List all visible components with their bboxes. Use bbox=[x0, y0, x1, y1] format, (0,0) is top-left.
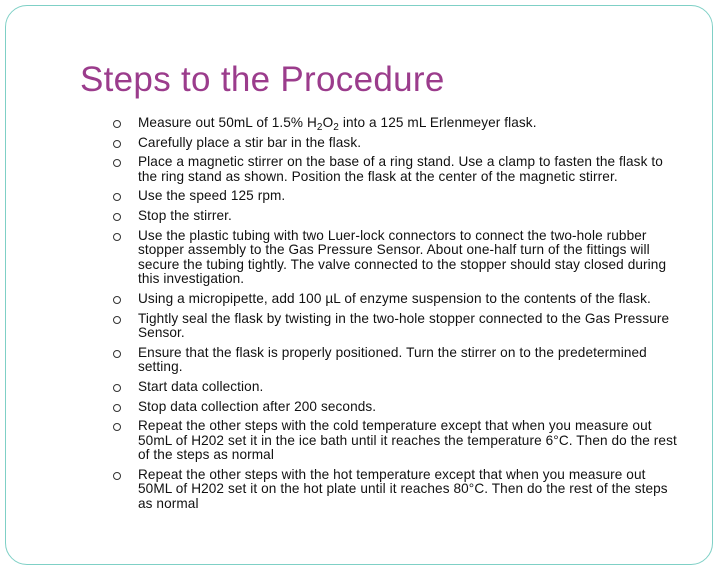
step-9 bbox=[113, 346, 678, 375]
circle-bullet-icon bbox=[113, 296, 121, 304]
circle-bullet-icon bbox=[113, 404, 121, 412]
circle-bullet-icon bbox=[113, 159, 121, 167]
slide-title: Steps to the Procedure bbox=[80, 60, 445, 99]
step-2 bbox=[113, 136, 678, 151]
step-8 bbox=[113, 312, 678, 341]
step-12-text: Repeat the other steps with the cold temperature except that when you measure out 50mL of H202 set it in the ice bath until it reaches the temperature 6°C. Then do the rest of the steps as normal bbox=[138, 418, 677, 463]
step-4-text: Use the speed 125 rpm. bbox=[138, 188, 286, 204]
step-1-sub-2: 2 bbox=[333, 122, 339, 133]
circle-bullet-icon bbox=[113, 140, 121, 148]
step-1-text-a: Measure out 50mL of 1.5% H bbox=[138, 115, 317, 130]
circle-bullet-icon bbox=[113, 472, 121, 480]
circle-bullet-icon bbox=[113, 193, 121, 201]
step-10-text: Start data collection. bbox=[138, 378, 264, 394]
circle-bullet-icon bbox=[113, 316, 121, 324]
step-3-text: Place a magnetic stirrer on the base of a ring stand. Use a clamp to fasten the flask to the ring stand as shown. Position the flask at the center of the magnetic stirrer. bbox=[138, 154, 663, 184]
step-2-text: Carefully place a stir bar in the flask. bbox=[138, 134, 362, 150]
step-3 bbox=[113, 155, 678, 184]
step-7-text: Using a micropipette, add 100 µL of enzyme suspension to the contents of the flask. bbox=[138, 290, 651, 306]
step-11 bbox=[113, 400, 678, 415]
step-8-text: Tightly seal the flask by twisting in the two-hole stopper connected to the Gas Pressure Sensor. bbox=[138, 310, 670, 341]
step-1-sub-1: 2 bbox=[316, 122, 323, 133]
step-12 bbox=[113, 419, 678, 463]
step-4 bbox=[113, 189, 678, 204]
circle-bullet-icon bbox=[113, 423, 121, 431]
circle-bullet-icon bbox=[113, 213, 121, 221]
procedure-steps-list bbox=[113, 116, 678, 517]
step-10 bbox=[113, 380, 678, 395]
step-6-text: Use the plastic tubing with two Luer-lock connectors to connect the two-hole rubber stopper assembly to the Gas Pressure Sensor. About one-half turn of the fittings will secure the tubing tightly. The valve connected to the stopper should stay closed during this investigation. bbox=[138, 227, 667, 287]
step-6 bbox=[113, 229, 678, 287]
circle-bullet-icon bbox=[113, 233, 121, 241]
step-1-text-b: O bbox=[322, 115, 334, 130]
step-9-text: Ensure that the flask is properly positioned. Turn the stirrer on to the predetermined setting. bbox=[138, 344, 647, 375]
circle-bullet-icon bbox=[113, 350, 121, 358]
circle-bullet-icon bbox=[113, 384, 121, 392]
circle-bullet-icon bbox=[113, 120, 121, 128]
step-13 bbox=[113, 468, 678, 512]
step-1 bbox=[113, 116, 678, 131]
step-13-text: Repeat the other steps with the hot temperature except that when you measure out 50ML of H202 set it on the hot plate until it reaches 80°C. Then do the rest of the steps as normal bbox=[138, 466, 668, 512]
step-5-text: Stop the stirrer. bbox=[138, 207, 232, 223]
step-5 bbox=[113, 209, 678, 224]
step-1-text-c: into a 125 mL Erlenmeyer flask. bbox=[338, 115, 537, 130]
step-11-text: Stop data collection after 200 seconds. bbox=[138, 398, 377, 414]
step-7 bbox=[113, 292, 678, 307]
